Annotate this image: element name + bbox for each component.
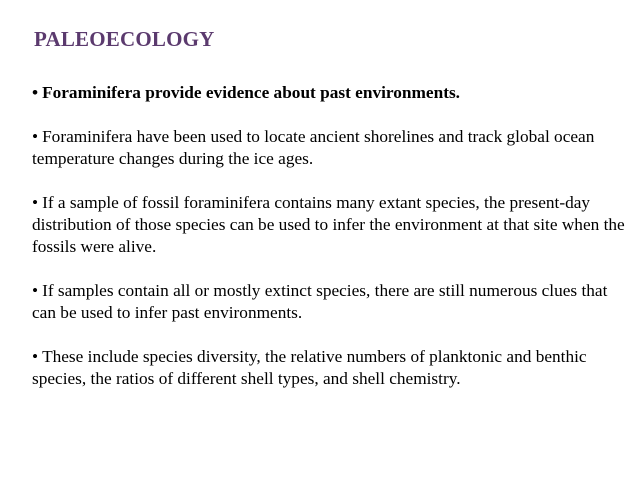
bullet-text-1: Foraminifera provide evidence about past environments. xyxy=(42,83,460,102)
slide-body xyxy=(32,82,632,412)
bullet-text-5: These include species diversity, the relative numbers of planktonic and benthic species, the ratios of different shell types, and shell chemistry. xyxy=(32,347,587,388)
bullet-paragraph-5 xyxy=(32,346,632,390)
bullet-icon: • xyxy=(32,281,39,300)
bullet-icon: • xyxy=(32,347,39,366)
bullet-icon: • xyxy=(32,127,39,146)
bullet-paragraph-3 xyxy=(32,192,632,258)
bullet-icon: • xyxy=(32,193,39,212)
bullet-paragraph-1 xyxy=(32,82,632,104)
slide-title: PALEOECOLOGY xyxy=(34,27,215,51)
bullet-paragraph-4 xyxy=(32,280,632,324)
bullet-text-3: If a sample of fossil foraminifera contains many extant species, the present-day distribution of those species can be used to infer the environment at that site when the fossils were alive. xyxy=(32,193,625,256)
bullet-icon: • xyxy=(32,83,39,102)
bullet-text-2: Foraminifera have been used to locate ancient shorelines and track global ocean temperature changes during the ice ages. xyxy=(32,127,595,168)
bullet-paragraph-2 xyxy=(32,126,632,170)
bullet-text-4: If samples contain all or mostly extinct species, there are still numerous clues that can be used to infer past environments. xyxy=(32,281,608,322)
